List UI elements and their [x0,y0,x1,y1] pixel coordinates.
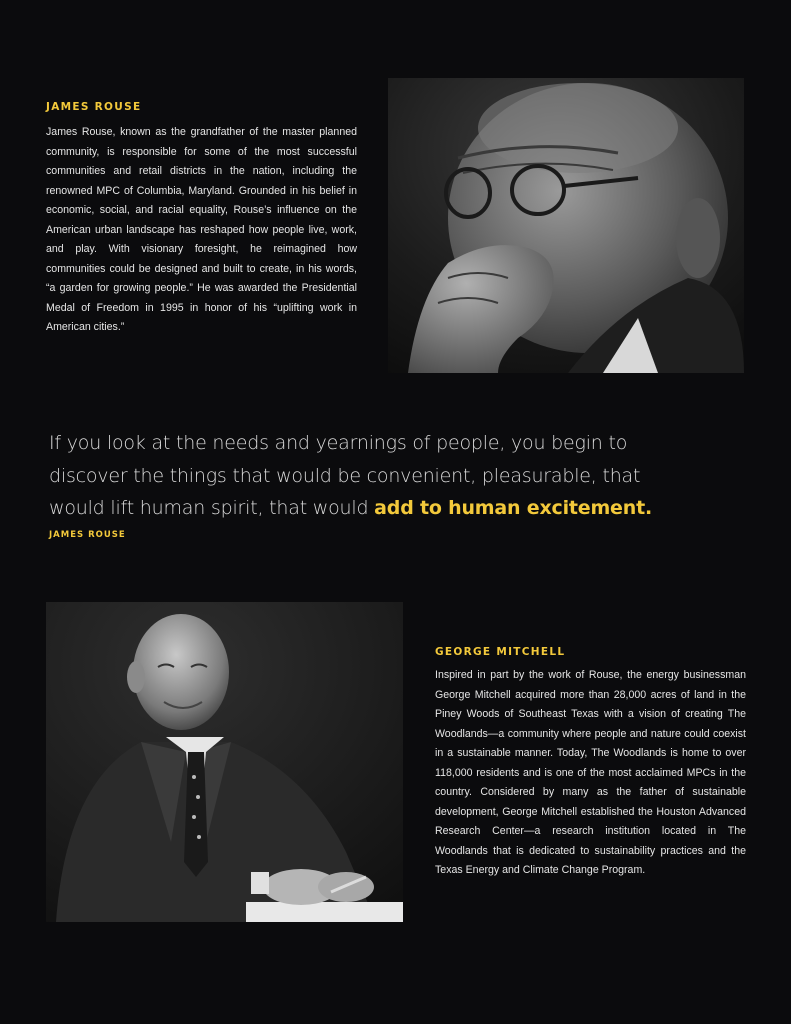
rouse-portrait-image [388,78,744,373]
rouse-portrait-photo [388,78,744,373]
quote-highlight: add to human excitement. [374,497,652,519]
pull-quote [49,427,689,525]
rouse-heading: JAMES ROUSE [46,101,142,113]
mitchell-portrait-image [46,602,403,922]
mitchell-portrait-photo [46,602,403,922]
rouse-bio: James Rouse, known as the grandfather of the master planned community, is responsible for some of the most successful communities and retail districts in the nation, including the renowned MPC of Columbia, Maryland. Grounded in his belief in economic, social, and racial equality, Rouse’s influence on the American urban landscape has reshaped how people live, work, and play. With visionary foresight, he reimagined how communities could be designed and built to create, in his words, “a garden for growing people.” He was awarded the Presidential Medal of Freedom in 1995 in honor of his “uplifting work in American cities.” [46,126,357,333]
quote-text: If you look at the needs and yearnings of people, you begin to discover the things that would be convenient, pleasurable, that would lift human spirit, that would [49,432,641,519]
quote-attribution: JAMES ROUSE [49,530,126,540]
mitchell-heading: GEORGE MITCHELL [435,646,566,658]
mitchell-bio: Inspired in part by the work of Rouse, the energy businessman George Mitchell acquired more than 28,000 acres of land in the Piney Woods of Southeast Texas with a vision of creating The Woodlands—a community where people and nature could coexist in a sustainable manner. Today, The Woodlands is home to over 118,000 residents and is one of the most acclaimed MPCs in the country. Considered by many as the father of sustainable development, George Mitchell established the Houston Advanced Research Center—a research institution located in The Woodlands that is dedicated to sustainability practices and the Texas Energy and Climate Change Program. [435,669,746,876]
